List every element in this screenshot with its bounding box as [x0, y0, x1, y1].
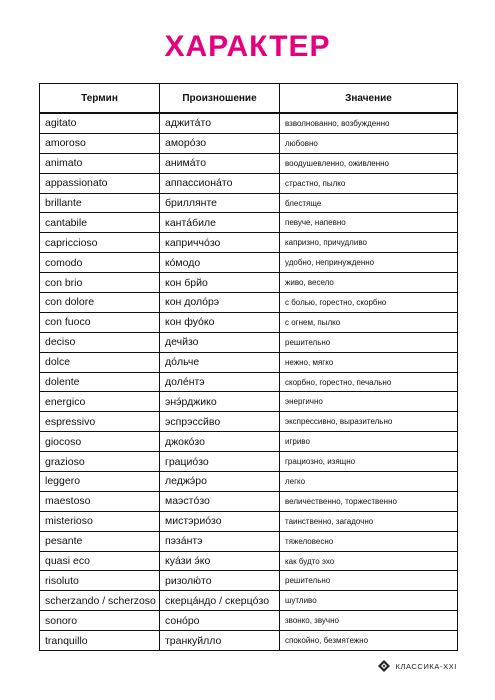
term-cell: capriccioso	[40, 233, 160, 253]
meaning-cell: воодушевленно, оживленно	[280, 153, 458, 173]
meaning-cell: решительно	[280, 332, 458, 352]
pronunciation-cell: аморóзо	[160, 133, 280, 153]
term-cell: deciso	[40, 332, 160, 352]
meaning-cell: певуче, напевно	[280, 213, 458, 233]
term-cell: cantabile	[40, 213, 160, 233]
pronunciation-cell: куáзи э́ко	[160, 551, 280, 571]
pronunciation-cell: транкуйлло	[160, 631, 280, 651]
meaning-cell: любовно	[280, 133, 458, 153]
meaning-cell: капризно, причудливо	[280, 233, 458, 253]
term-cell: leggero	[40, 472, 160, 492]
meaning-cell: звонко, звучно	[280, 611, 458, 631]
meaning-cell: грациозно, изящно	[280, 452, 458, 472]
meaning-cell: удобно, непринужденно	[280, 253, 458, 273]
meaning-cell: с болью, горестно, скорбно	[280, 293, 458, 313]
pronunciation-cell: пэзáнтэ	[160, 531, 280, 551]
table-row	[40, 392, 458, 412]
meaning-cell: легко	[280, 472, 458, 492]
meaning-cell: шутливо	[280, 591, 458, 611]
pronunciation-cell: кон фуóко	[160, 312, 280, 332]
header-pronunciation: Произношение	[160, 84, 280, 114]
pronunciation-cell: ризолю́то	[160, 571, 280, 591]
table-row	[40, 511, 458, 531]
table-row	[40, 293, 458, 313]
table-row	[40, 113, 458, 133]
pronunciation-cell: кон долóрэ	[160, 293, 280, 313]
table-row	[40, 233, 458, 253]
table-row	[40, 432, 458, 452]
term-cell: quasi eco	[40, 551, 160, 571]
pronunciation-cell: кóмодо	[160, 253, 280, 273]
table-row	[40, 372, 458, 392]
table-row	[40, 213, 458, 233]
pronunciation-cell: бриллянте	[160, 193, 280, 213]
term-cell: amoroso	[40, 133, 160, 153]
term-cell: energico	[40, 392, 160, 412]
pronunciation-cell: мистэриóзо	[160, 511, 280, 531]
meaning-cell: энергично	[280, 392, 458, 412]
publisher-brand	[377, 659, 457, 673]
pronunciation-cell: сонóро	[160, 611, 280, 631]
header-term: Термин	[40, 84, 160, 114]
term-cell: comodo	[40, 253, 160, 273]
table-row	[40, 193, 458, 213]
meaning-cell: страстно, пылко	[280, 173, 458, 193]
meaning-cell: взволнованно, возбужденно	[280, 113, 458, 133]
pronunciation-cell: кантáбиле	[160, 213, 280, 233]
table-row	[40, 133, 458, 153]
table-row	[40, 611, 458, 631]
term-cell: dolente	[40, 372, 160, 392]
meaning-cell: как будто эхо	[280, 551, 458, 571]
header-meaning: Значение	[280, 84, 458, 114]
term-cell: risoluto	[40, 571, 160, 591]
pronunciation-cell: леджэ́ро	[160, 472, 280, 492]
table-row	[40, 332, 458, 352]
pronunciation-cell: скерцáндо / скерцóзо	[160, 591, 280, 611]
meaning-cell: скорбно, горестно, печально	[280, 372, 458, 392]
pronunciation-cell: анимáто	[160, 153, 280, 173]
pronunciation-cell: кон брйо	[160, 273, 280, 293]
table-row	[40, 273, 458, 293]
term-cell: tranquillo	[40, 631, 160, 651]
table-row	[40, 631, 458, 651]
meaning-cell: экспрессивно, выразительно	[280, 412, 458, 432]
term-cell: scherzando / scherzoso	[40, 591, 160, 611]
meaning-cell: решительно	[280, 571, 458, 591]
meaning-cell: таинственно, загадочно	[280, 511, 458, 531]
term-cell: agitato	[40, 113, 160, 133]
term-cell: maestoso	[40, 491, 160, 511]
table-row	[40, 352, 458, 372]
table-row	[40, 312, 458, 332]
term-cell: brillante	[40, 193, 160, 213]
table-row	[40, 153, 458, 173]
pronunciation-cell: джокóзо	[160, 432, 280, 452]
term-cell: con fuoco	[40, 312, 160, 332]
table-row	[40, 591, 458, 611]
pronunciation-cell: маэстóзо	[160, 491, 280, 511]
term-cell: con dolore	[40, 293, 160, 313]
meaning-cell: величественно, торжественно	[280, 491, 458, 511]
publisher-name: КЛАССИКА-XXI	[395, 661, 457, 671]
meaning-cell: живо, весело	[280, 273, 458, 293]
meaning-cell: тяжеловесно	[280, 531, 458, 551]
term-cell: grazioso	[40, 452, 160, 472]
table-row	[40, 412, 458, 432]
pronunciation-cell: эспрэссйво	[160, 412, 280, 432]
terms-table	[39, 83, 458, 651]
table-row	[40, 571, 458, 591]
meaning-cell: с огнем, пылко	[280, 312, 458, 332]
table-row	[40, 253, 458, 273]
meaning-cell: спокойно, безмятежно	[280, 631, 458, 651]
term-cell: giocoso	[40, 432, 160, 452]
publisher-logo-icon	[377, 659, 391, 673]
meaning-cell: нежно, мягко	[280, 352, 458, 372]
table-row	[40, 531, 458, 551]
pronunciation-cell: долéнтэ	[160, 372, 280, 392]
pronunciation-cell: энэ́рджико	[160, 392, 280, 412]
table-row	[40, 472, 458, 492]
pronunciation-cell: аджитáто	[160, 113, 280, 133]
pronunciation-cell: дóльче	[160, 352, 280, 372]
term-cell: pesante	[40, 531, 160, 551]
table-row	[40, 173, 458, 193]
term-cell: espressivo	[40, 412, 160, 432]
meaning-cell: игриво	[280, 432, 458, 452]
pronunciation-cell: аппассионáто	[160, 173, 280, 193]
table-row	[40, 551, 458, 571]
page-title: ХАРАКТЕР	[164, 30, 331, 63]
table-row	[40, 452, 458, 472]
pronunciation-cell: грациóзо	[160, 452, 280, 472]
table-row	[40, 491, 458, 511]
term-cell: appassionato	[40, 173, 160, 193]
meaning-cell: блестяще	[280, 193, 458, 213]
term-cell: dolce	[40, 352, 160, 372]
pronunciation-cell: дечйзо	[160, 332, 280, 352]
pronunciation-cell: каприччóзо	[160, 233, 280, 253]
table-header-row	[40, 84, 458, 114]
term-cell: sonoro	[40, 611, 160, 631]
term-cell: animato	[40, 153, 160, 173]
term-cell: con brio	[40, 273, 160, 293]
term-cell: misterioso	[40, 511, 160, 531]
